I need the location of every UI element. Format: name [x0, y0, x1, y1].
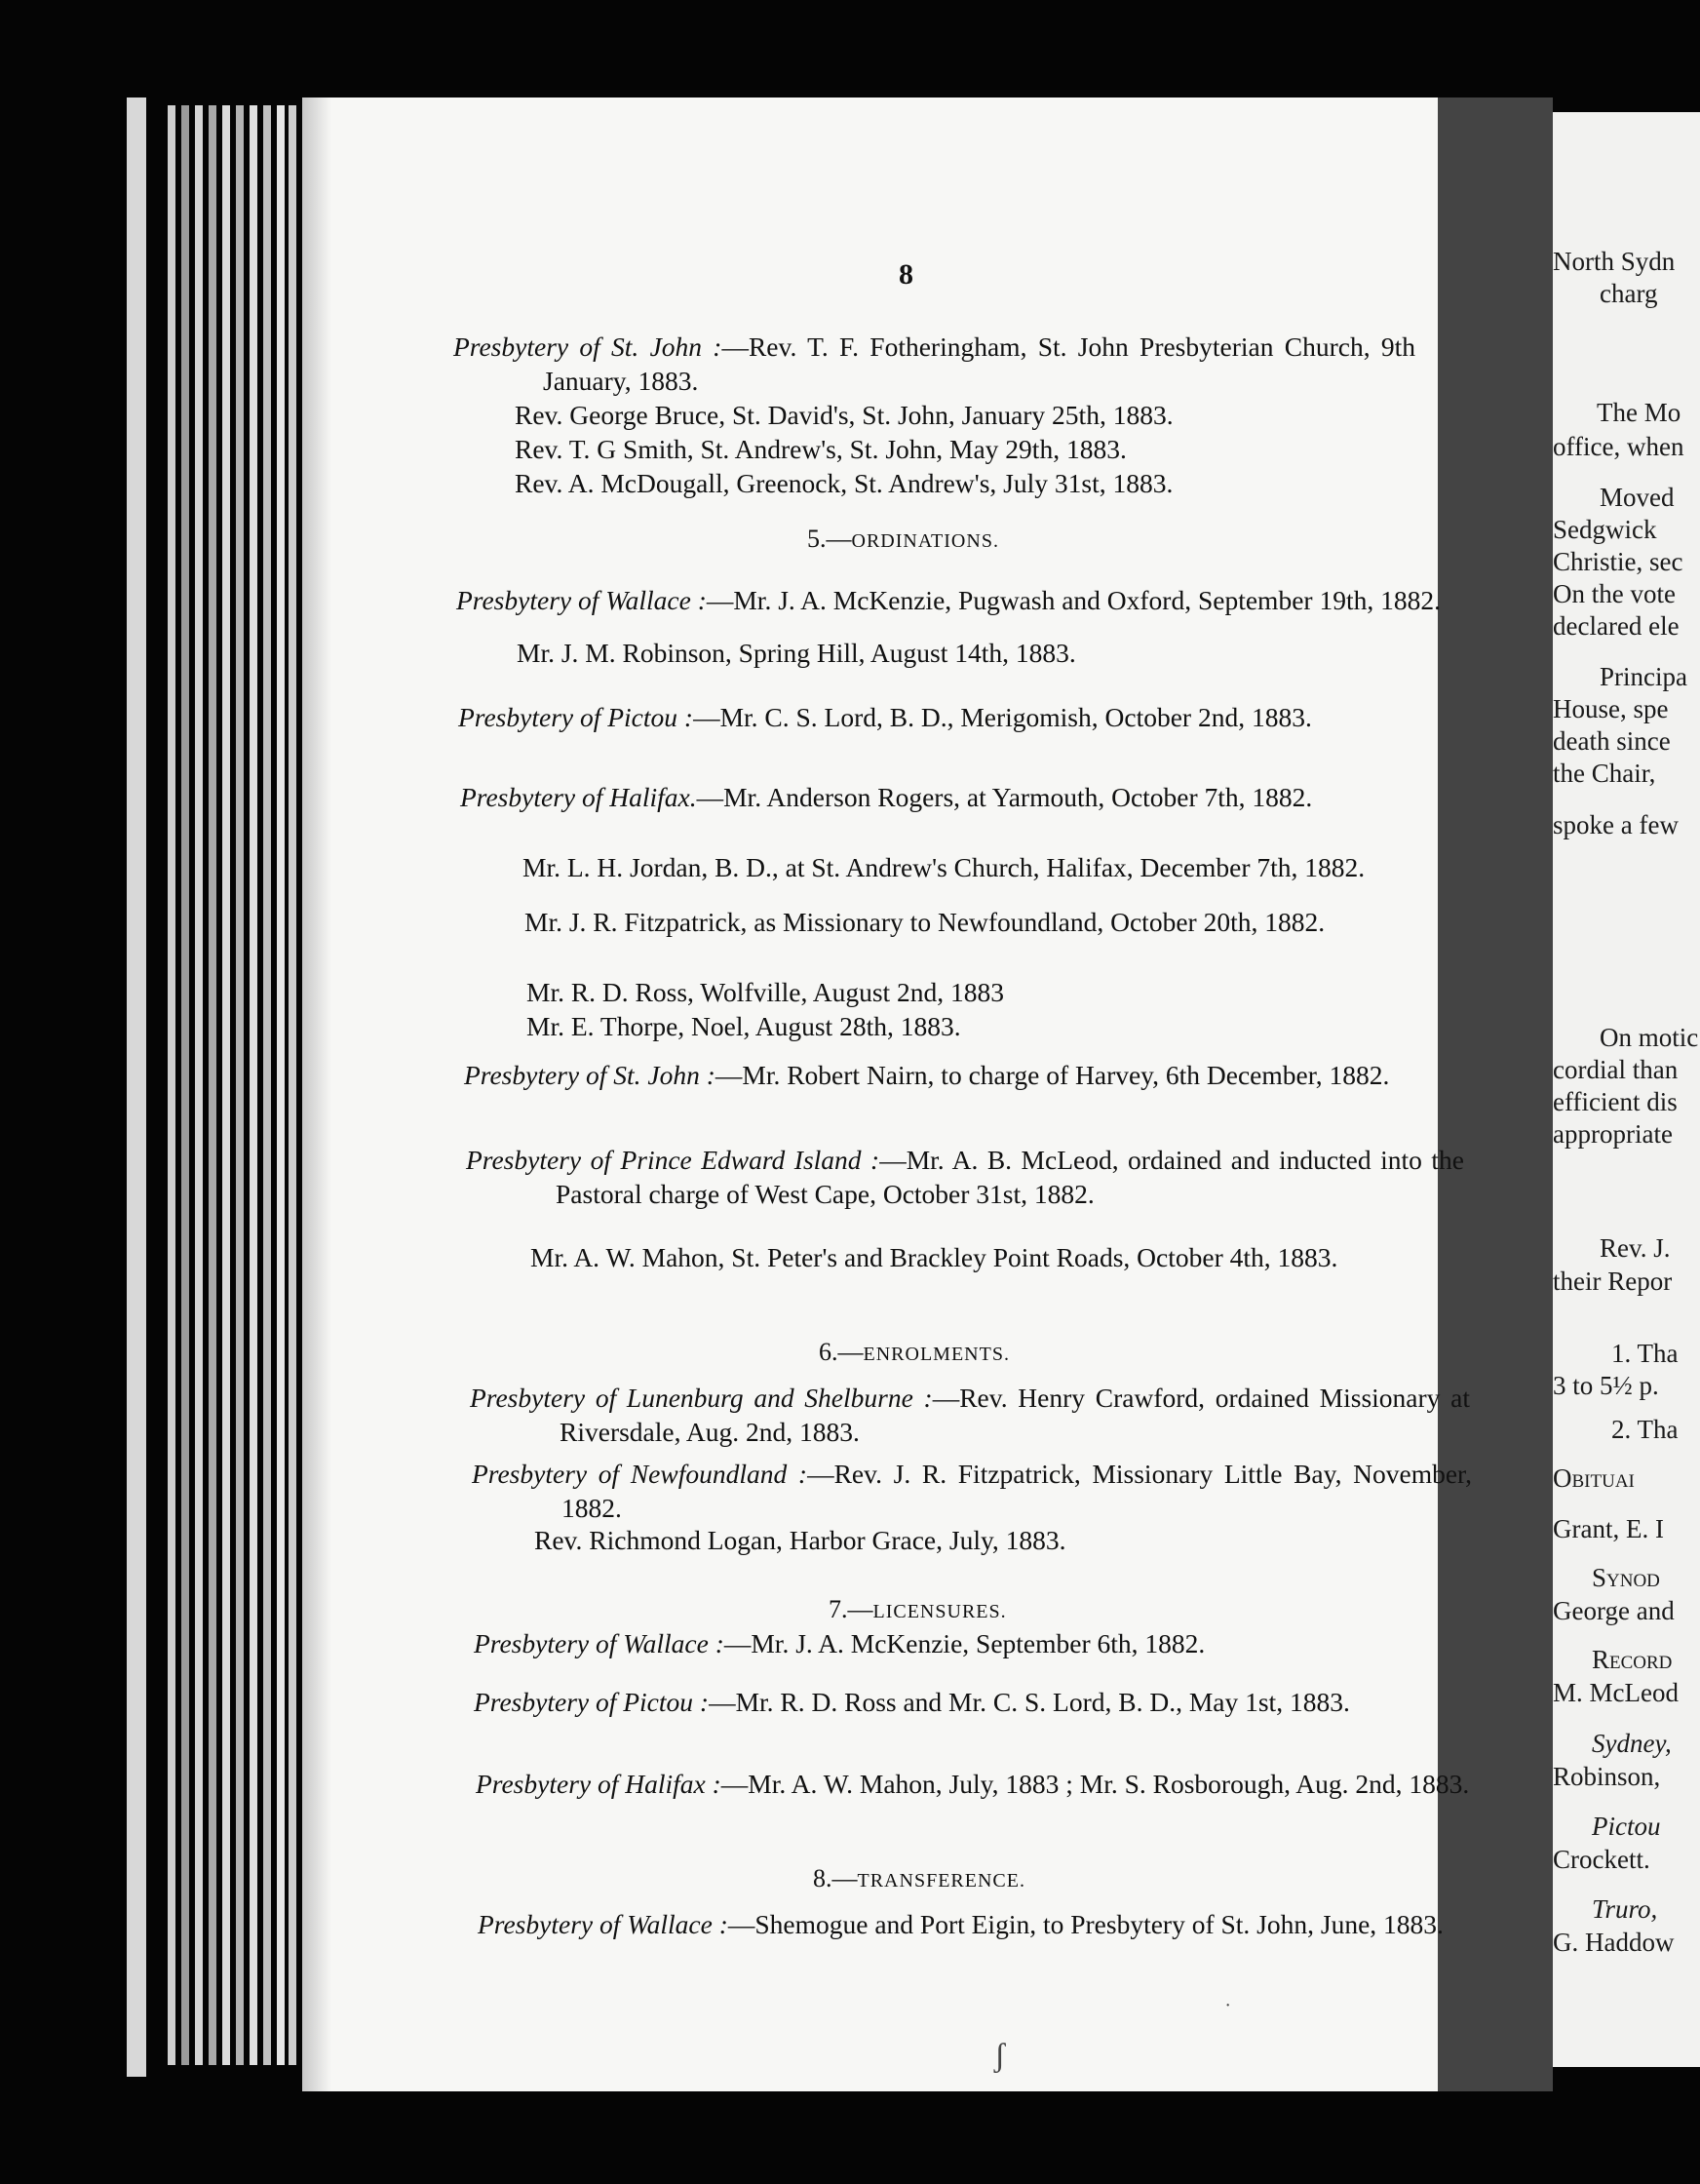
facing-page-line: Sedgwick — [1553, 515, 1657, 544]
record-entry — [515, 466, 1359, 500]
facing-page-line: 2. Tha — [1611, 1415, 1679, 1444]
page-stack-edge — [222, 105, 230, 2065]
page-stack-edge — [209, 105, 216, 2065]
facing-page-line: Obituai — [1553, 1463, 1635, 1493]
record-entry — [524, 905, 1406, 939]
facing-page-line: Record — [1592, 1645, 1673, 1674]
facing-page-line: Moved — [1600, 483, 1675, 512]
entry-text: —Rev. J. R. Fitzpatrick, Missionary Little Bay, November, 1882. — [561, 1459, 1472, 1523]
facing-page-line: Pictou — [1592, 1812, 1661, 1841]
page-number: 8 — [899, 258, 913, 291]
presbytery-name: Presbytery of Wallace : — [474, 1628, 724, 1658]
presbytery-name: Presbytery of Newfoundland : — [472, 1459, 808, 1489]
section-heading — [807, 525, 999, 554]
facing-page-line: G. Haddow — [1553, 1928, 1675, 1957]
entry-text: Rev. Richmond Logan, Harbor Grace, July, 1883. — [534, 1525, 1066, 1555]
facing-page-line: charg — [1600, 279, 1658, 308]
facing-page-line: appropriate — [1553, 1119, 1673, 1149]
record-entry — [517, 636, 1398, 670]
page-stack-edge — [195, 105, 203, 2065]
facing-page-line: 1. Tha — [1611, 1339, 1679, 1368]
facing-page-line: Crockett. — [1553, 1845, 1650, 1874]
entry-text: —Mr. A. W. Mahon, July, 1883 ; Mr. S. Rosborough, Aug. 2nd, 1883. — [720, 1769, 1470, 1799]
entry-text: Mr. L. H. Jordan, B. D., at St. Andrew's Church, Halifax, December 7th, 1882. — [522, 852, 1366, 882]
facing-page-line: declared ele — [1553, 611, 1680, 641]
presbytery-name: Presbytery of Halifax. — [460, 782, 697, 812]
facing-page-line: Synod — [1592, 1563, 1660, 1592]
page-stack-edge — [168, 105, 175, 2065]
entry-text: Mr. A. W. Mahon, St. Peter's and Brackley Point Roads, October 4th, 1883. — [530, 1242, 1338, 1272]
section-number: 5.— — [807, 525, 852, 553]
section-title: ORDINATIONS. — [851, 530, 999, 552]
section-heading — [819, 1338, 1010, 1367]
entry-text: —Mr. A. B. McLeod, ordained and inducted into the Pastoral charge of West Cape, October 31st, 1882. — [556, 1145, 1464, 1209]
facing-page-line: North Sydn — [1553, 247, 1676, 276]
facing-page-line: Christie, sec — [1553, 547, 1683, 576]
section-title: TRANSFERENCE. — [857, 1870, 1025, 1892]
record-entry — [474, 1685, 1474, 1719]
book-fore-edge — [127, 98, 146, 2077]
record-entry — [458, 700, 1454, 734]
entry-text: Mr. R. D. Ross, Wolfville, August 2nd, 1883 — [526, 977, 1005, 1007]
facing-page-line: spoke a few — [1553, 810, 1679, 839]
entry-text: Rev. T. G Smith, St. Andrew's, St. John, May 29th, 1883. — [515, 434, 1127, 464]
record-entry — [456, 583, 1452, 617]
section-number: 6.— — [819, 1338, 864, 1366]
facing-page-line: The Mo — [1597, 398, 1681, 427]
record-entry — [460, 780, 1458, 814]
record-entry — [474, 1626, 1474, 1660]
record-entry — [526, 975, 1406, 1009]
facing-page-line: George and — [1553, 1596, 1675, 1625]
page-stack-edge — [263, 105, 271, 2065]
page-stack-edge — [277, 105, 285, 2065]
presbytery-name: Presbytery of Wallace : — [456, 585, 707, 615]
entry-text: Rev. George Bruce, St. David's, St. John, January 25th, 1883. — [515, 400, 1174, 430]
entry-text: —Shemogue and Port Eigin, to Presbytery of St. John, June, 1883. — [727, 1909, 1444, 1939]
record-entry — [478, 1907, 1478, 1941]
entry-text: Mr. J. M. Robinson, Spring Hill, August 14th, 1883. — [517, 638, 1076, 668]
facing-page-line: Robinson, — [1553, 1762, 1661, 1791]
facing-page-line: office, when — [1553, 432, 1684, 461]
presbytery-name: Presbytery of Pictou : — [458, 702, 694, 732]
entry-text: —Rev. Henry Crawford, ordained Missionary at Riversdale, Aug. 2nd, 1883. — [560, 1383, 1470, 1447]
entry-text: —Rev. T. F. Fotheringham, St. John Presbyterian Church, 9th January, 1883. — [543, 332, 1415, 396]
entry-text: —Mr. Robert Nairn, to charge of Harvey, 6th December, 1882. — [715, 1060, 1390, 1090]
section-heading — [829, 1595, 1007, 1624]
entry-text: —Mr. C. S. Lord, B. D., Merigomish, October 2nd, 1883. — [693, 702, 1312, 732]
facing-page-line: their Repor — [1553, 1267, 1673, 1296]
record-entry — [453, 330, 1415, 398]
record-entry — [515, 398, 1359, 432]
entry-text: Rev. A. McDougall, Greenock, St. Andrew's, July 31st, 1883. — [515, 468, 1174, 498]
facing-page — [1553, 112, 1700, 2067]
facing-page-line: Principa — [1600, 662, 1687, 691]
record-entry — [530, 1240, 1411, 1274]
facing-page-line: Truro, — [1592, 1894, 1658, 1924]
section-number: 7.— — [829, 1595, 873, 1623]
entry-text: Mr. J. R. Fitzpatrick, as Missionary to Newfoundland, October 20th, 1882. — [524, 907, 1326, 937]
facing-page-line: the Chair, — [1553, 759, 1656, 788]
facing-page-line: efficient dis — [1553, 1087, 1678, 1116]
record-entry — [515, 432, 1359, 466]
presbytery-name: Presbytery of Halifax : — [476, 1769, 721, 1799]
entry-text: —Mr. J. A. McKenzie, September 6th, 1882. — [723, 1628, 1206, 1658]
facing-page-line: Grant, E. I — [1553, 1514, 1664, 1543]
ink-mark: ʃ — [994, 2038, 1006, 2074]
presbytery-name: Presbytery of St. John : — [464, 1060, 715, 1090]
presbytery-name: Presbytery of Pictou : — [474, 1687, 710, 1717]
facing-page-line: On the vote — [1553, 579, 1676, 608]
page-stack-edge — [181, 105, 189, 2065]
page-stack-edge — [289, 105, 296, 2065]
entry-text: Mr. E. Thorpe, Noel, August 28th, 1883. — [526, 1011, 961, 1041]
presbytery-name: Presbytery of Prince Edward Island : — [466, 1145, 880, 1175]
section-title: ENROLMENTS. — [863, 1344, 1010, 1365]
page-stack-edge — [236, 105, 244, 2065]
record-entry — [466, 1143, 1464, 1211]
facing-page-line: M. McLeod — [1553, 1678, 1679, 1707]
facing-page-line: House, spe — [1553, 694, 1669, 723]
presbytery-name: Presbytery of Lunenburg and Shelburne : — [470, 1383, 933, 1413]
ink-mark: ˙ — [1224, 1999, 1232, 2023]
section-number: 8.— — [813, 1864, 858, 1892]
entry-text: —Mr. Anderson Rogers, at Yarmouth, October 7th, 1882. — [696, 782, 1313, 812]
record-entry — [470, 1381, 1470, 1449]
facing-page-line: death since — [1553, 726, 1671, 756]
section-title: LICENSURES. — [872, 1601, 1007, 1622]
facing-page-line: Sydney, — [1592, 1729, 1672, 1758]
page-stack-edge — [250, 105, 257, 2065]
record-entry — [534, 1523, 1417, 1557]
record-entry — [522, 850, 1404, 884]
presbytery-name: Presbytery of St. John : — [453, 332, 722, 362]
entry-text: —Mr. R. D. Ross and Mr. C. S. Lord, B. D., May 1st, 1883. — [709, 1687, 1350, 1717]
facing-page-line: cordial than — [1553, 1055, 1679, 1084]
entry-text: —Mr. J. A. McKenzie, Pugwash and Oxford, September 19th, 1882. — [706, 585, 1441, 615]
record-entry — [472, 1457, 1472, 1525]
facing-page-line: On motic — [1600, 1023, 1699, 1052]
facing-page-line: 3 to 5½ p. — [1553, 1371, 1659, 1400]
record-entry — [526, 1009, 1406, 1043]
facing-page-line: Rev. J. — [1600, 1233, 1671, 1263]
record-entry — [464, 1058, 1462, 1092]
section-heading — [813, 1864, 1025, 1893]
record-entry — [476, 1767, 1476, 1801]
presbytery-name: Presbytery of Wallace : — [478, 1909, 728, 1939]
